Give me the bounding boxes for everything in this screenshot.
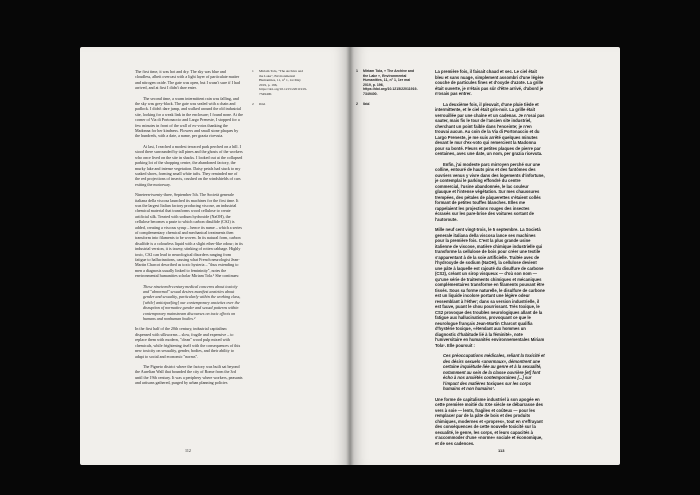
block-quote: These nineteenth-century medical concerns about toxicity and "abnormal" sexual desires manifest anxieties about gender and sexuality, particularly within the working class, [while] anticipat[ing] our contemporary anxieties over the disruption of normative gender and sexual patterns within contemporary mainstream discourses on toxic effects on humans and nonhuman bodies.²: [143, 283, 241, 322]
footnote-text: Miriam Tola, "The Archive and the Lake", Environmental Humanities, 11, n° 1, 1st May 2019, p. 196, https://doi.org/10.1215/22011919-7349400.: [259, 69, 308, 96]
page-number: 113: [498, 448, 505, 453]
paragraph: Une forme de capitalisme industriel à son apogée en cette première moitié du XXe siècle se débarrasse des vers à soie — lents, fragiles et coûteux — pour les remplacer par de la pâte de bois et des produits chimiques, modernes et «propres», tout en s'effrayant des conséquences de cette nouvelle toxicité sur la sexualité, le genre, les corps, et leurs capacités à s'accommoder d'une «norme» sociale et économique, et de ses cadences.: [435, 396, 543, 446]
footnote: [356, 69, 418, 97]
right-footnotes: [356, 69, 418, 111]
book-gutter: [346, 47, 354, 465]
right-page: [350, 47, 620, 465]
footnote-number: 1: [356, 69, 358, 73]
paragraph: Nineteen-twenty-three, September 5th. The Società generale italiana della viscosa launched its machines for the first time. It was the largest Italian factory producing viscose, an industrial chemical material that transforms wood cellulose to create artificial silk. Treated with sodium hydroxide (NaOH), the cellulose becomes a paste to which carbon disulfide (CS2) is added, creating a viscous syrup – hence its name – which a series of complementary chemical and mechanical treatments then transform into filaments to be woven. In its natural form, carbon disulfide is a colourless liquid with a slight ether-like odour; in its industrial version, it is tawny, stinking of rotten cabbage. Highly toxic, CS2 can lead to neurological disorders ranging from fatigue to hallucinations, causing what French neurologist Jean-Martin Charcot described as toxic hysteria – "thus extending to men a diagnosis usually linked to femininity", notes the environmental humanities scholar Miriam Tola.¹ She continues:: [135, 192, 243, 279]
paragraph: La première fois, il faisait chaud et sec. Le ciel était bleu et sans nuage, simplement assombri d'une légère couche de particules fines et d'oxyde d'azote. La grille était ouverte, je n'étais pas sûr d'être arrivé, d'abord je n'osais pas entrer.: [435, 69, 544, 96]
page-number: 112: [185, 448, 191, 453]
paragraph: At last, I reached a modest terraced park perched on a hill. I stood there surrounded by tall pines and the ghosts of the workers who once lived on the site in shacks. I looked out at the collapsed parking lot of the shopping centre, the abandoned factory, the murky lake and intense vegetation. Daisy petals had stuck to my soaked shoes, forming small white tufts. They reminded me of the red projections of insects, crushed on the windshields of cars exiting the motorway.: [135, 143, 243, 187]
left-page: [80, 47, 350, 465]
footnote-number: 2: [356, 101, 358, 106]
open-book: [80, 47, 620, 465]
footnote-number: 1: [252, 69, 254, 73]
paragraph: In the first half of the 20th century, industrial capitalism dispensed with silkworms – slow, fragile and expensive – to replace them with modern, "clean" wood pulp mixed with chemicals, while frightening itself with the consequences of this new toxicity on sexuality, gender, bodies, and their ability to adapt to social and economic "norms".: [135, 326, 241, 359]
footnote-text: Ibid.: [259, 101, 266, 106]
paragraph: Enfin, j'ai modeste parc mirroyen perché sur une colline, entouré de hauts pins et des fantômes des ouvriers venus y vivre dans des logements d'infortune, je contemplai le parking effondré du centre commercial, l'usine abandonnée, le lac couleur glauque et l'intense végétation. Sur mes chaussures trempées, des pétales de pâquerettes s'étaient collés formant de petites touffes blanches. Elles me rappelaient les projections rouges des insectes écrasés sur les pare-brise des voitures sortant de l'autoroute.: [435, 161, 545, 222]
paragraph: The second time, a warm intermittent rain was falling, and the sky was grey-black. The gate was sealed with a chain and padlock. I didn't dare jump, and walked around the old industrial site, looking for a weak link in the enclosure; I found none. At the corner of Via di Portonaccio and Largo Preneste, I stopped for a few minutes in front of the wall of ex-votos thanking the Madonna for her kindness. Flowers and small stone plaques by the hundreds, with a date, a name, per grazia ricevuta.: [135, 95, 243, 139]
right-main-column: [435, 69, 545, 451]
footnote-text: Ibid.: [363, 101, 371, 106]
paragraph: La deuxième fois, il pleuvait, d'une pluie tiède et intermittente, et le ciel était gris-noir. La grille était verrouillée par une chaîne et un cadenas. Je n'osai pas sauter, mais fis le tour de l'ancien site industriel, cherchant un point faible dans l'enceinte; je n'en trouvai aucun. Au coin de la Via di Portonaccio et du Largo Preneste, je me suis arrêté quelques minutes devant le mur d'ex-voto qui remercient la Madonna pour sa bonté. Fleurs et petites plaques de pierre par centaines, avec une date, un nom, per grazia ricevuta.: [435, 101, 545, 156]
paragraph: The first time, it was hot and dry. The sky was blue and cloudless, albeit overcast with a light layer of particulate matter and nitrogen oxide. The gate was open, but I wasn't sure if I had arrived, and at first I didn't dare enter.: [135, 69, 240, 91]
left-main-column: [135, 69, 243, 391]
left-footnotes: [252, 69, 308, 111]
footnote-text: Miriam Tola, « The Archive and the Lake », Environmental Humanities, 11, n° 1, 1er mai 2019, p. 196, https://doi.org/10.1215/22011919-7349400.: [363, 69, 418, 96]
footnote: [252, 102, 308, 107]
paragraph: Mille neuf cent vingt-trois, le 5 septembre. La Società generale italiana della viscosa lance ses machines pour la première fois. C'est la plus grande usine italienne de viscose, matière chimique industrielle qui transforme la cellulose de bois pour créer une textile s'apparentant à de la soie artificielle. Traitée avec de l'hydroxyde de sodium (NaOH), la cellulose devient une pâte à laquelle est rajouté du disulfure de carbone (CS2), créant un sirop visqueux — d'où son nom — qu'une série de traitements chimiques et mécaniques complémentaires transforme en filaments pouvant être tissés. Sous sa forme naturelle, le disulfure de carbone est un liquide incolore portant une légère odeur ressemblant à l'éther; dans sa version industrielle, il est fauve, puant le chou pourrissant. Très toxique, le CS2 provoque des troubles neurologiques allant de la fatigue aux hallucinations, provoquant ce que le neurologue français Jean-Martin Charcot qualifia d'hystérie toxique, «étendant aux hommes un diagnostic d'habitude lié à la féminité», note l'universitaire en humanités environnementales Miriam Tola¹. Elle poursuit :: [435, 227, 545, 348]
paragraph: The Pigneto district where the factory was built sat beyond the Aurelian Wall that bounded the city of Rome from the 3rd until the 19th century. It was a periphery where workers, peasants and artisans gathered, purged by urban planning policies: [135, 363, 243, 386]
footnote: [356, 102, 418, 107]
footnote: [252, 69, 308, 97]
footnote-number: 2: [252, 101, 254, 106]
block-quote: Ces préoccupations médicales, reliant la toxicité et des désirs sexuels «anormaux», démontrent une certaine inquiétude liée au genre et à la sexualité, notamment au sein de la classe ouvrière [et] font écho à nos anxiétés contemporaines [...] sur l'impact des matières toxiques sur les corps humains et non humains².: [443, 353, 545, 391]
